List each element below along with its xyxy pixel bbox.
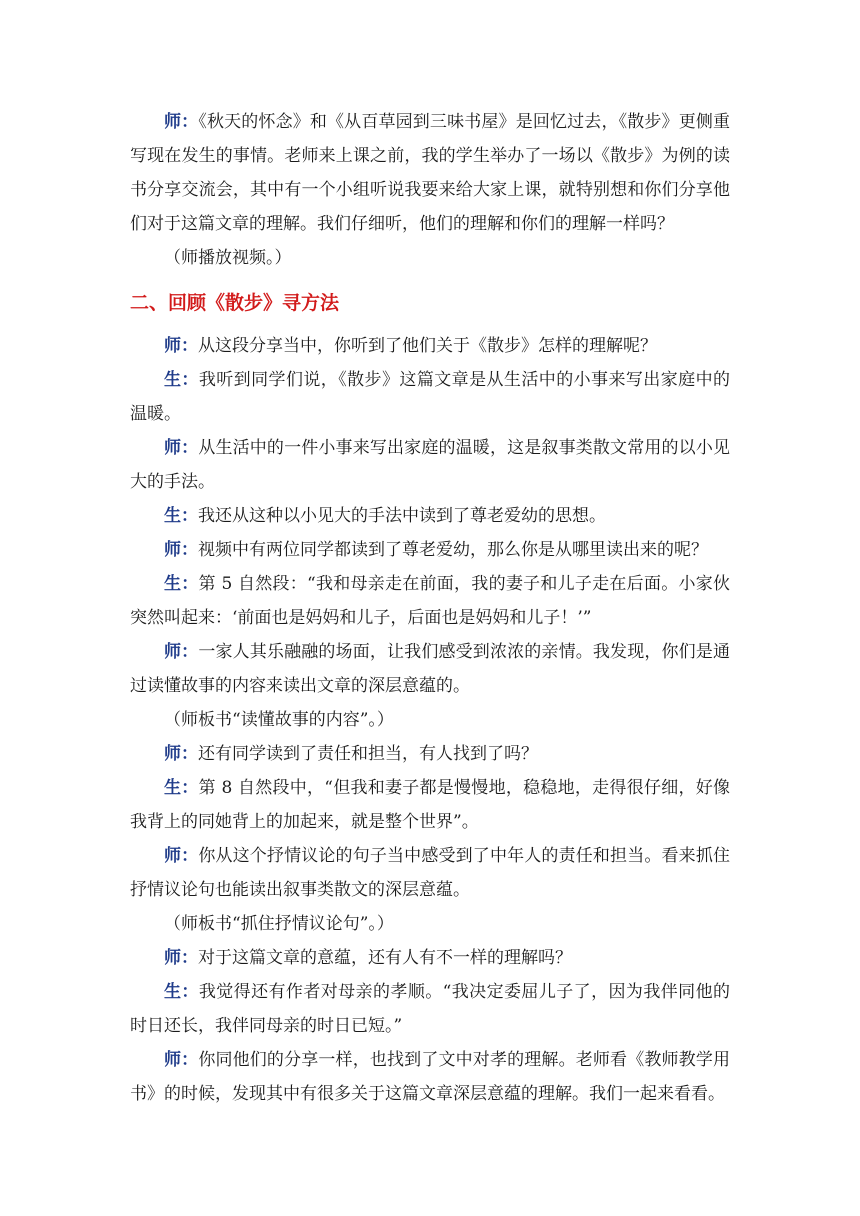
stage-direction: （师板书“读懂故事的内容”。） [164, 710, 394, 730]
teacher-line [130, 329, 730, 363]
dialogue-text: 还有同学读到了责任和担当，有人找到了吗？ [198, 744, 538, 764]
student-label: 生： [164, 370, 199, 390]
teacher-line [130, 737, 730, 771]
teacher-label: 师： [164, 744, 198, 764]
teacher-label: 师： [164, 336, 198, 356]
student-label: 生： [164, 982, 199, 1002]
dialogue-text: 我还从这种以小见大的手法中读到了尊老爱幼的思想。 [198, 506, 606, 526]
dialogue-text: 你同他们的分享一样，也找到了文中对孝的理解。老师看《教师教学用书》的时候，发现其中有很多关于这篇文章深层意蕴的理解。我们一起来看看。 [130, 1050, 730, 1104]
student-line [130, 567, 730, 635]
stage-direction: （师板书“抓住抒情议论句”。） [164, 914, 394, 934]
teacher-label: 师： [164, 112, 199, 132]
student-line [130, 363, 730, 431]
section-heading: 二、回顾《散步》寻方法 [130, 292, 340, 314]
teacher-line [130, 533, 730, 567]
teacher-label: 师： [164, 642, 199, 662]
student-line [130, 975, 730, 1043]
teacher-line [130, 431, 730, 499]
student-label: 生： [164, 506, 198, 526]
dialogue-text: 我觉得还有作者对母亲的孝顺。“我决定委屈儿子了，因为我伴同他的时日还长，我伴同母亲的时日已短。” [130, 982, 730, 1036]
dialogue-text: 你从这个抒情议论的句子当中感受到了中年人的责任和担当。看来抓住抒情议论句也能读出叙事类散文的深层意蕴。 [130, 846, 730, 900]
teacher-line [130, 635, 730, 703]
teacher-line [130, 105, 730, 241]
teacher-line [130, 941, 730, 975]
teacher-line [130, 839, 730, 907]
dialogue-text: 第 5 自然段：“我和母亲走在前面，我的妻子和儿子走在后面。小家伙突然叫起来：‘前面也是妈妈和儿子，后面也是妈妈和儿子！’” [130, 574, 730, 628]
teacher-label: 师： [164, 540, 198, 560]
stage-direction: （师播放视频。） [164, 248, 292, 268]
teacher-label: 师： [164, 1050, 199, 1070]
dialogue-text: 从生活中的一件小事来写出家庭的温暖，这是叙事类散文常用的以小见大的手法。 [130, 438, 730, 492]
dialogue-text: 一家人其乐融融的场面，让我们感受到浓浓的亲情。我发现，你们是通过读懂故事的内容来读出文章的深层意蕴的。 [130, 642, 730, 696]
student-label: 生： [164, 778, 199, 798]
lesson-transcript [130, 105, 730, 1111]
teacher-label: 师： [164, 438, 199, 458]
teacher-label: 师： [164, 948, 198, 968]
dialogue-text: 对于这篇文章的意蕴，还有人有不一样的理解吗？ [198, 948, 572, 968]
dialogue-text: 视频中有两位同学都读到了尊老爱幼，那么你是从哪里读出来的呢？ [198, 540, 708, 560]
student-line [130, 499, 730, 533]
dialogue-text: 从这段分享当中，你听到了他们关于《散步》怎样的理解呢？ [198, 336, 657, 356]
teacher-line [130, 1043, 730, 1111]
student-label: 生： [164, 574, 199, 594]
dialogue-text: 我听到同学们说，《散步》这篇文章是从生活中的小事来写出家庭中的温暖。 [130, 370, 730, 424]
dialogue-text: 第 8 自然段中，“但我和妻子都是慢慢地，稳稳地，走得很仔细，好像我背上的同她背上的加起来，就是整个世界”。 [130, 778, 730, 832]
dialogue-text: 《秋天的怀念》和《从百草园到三味书屋》是回忆过去，《散步》更侧重写现在发生的事情。老师来上课之前，我的学生举办了一场以《散步》为例的读书分享交流会，其中有一个小组听说我要来给大家上课，就特别想和你们分享他们对于这篇文章的理解。我们仔细听，他们的理解和你们的理解一样吗？ [130, 112, 731, 234]
student-line [130, 771, 730, 839]
teacher-label: 师： [164, 846, 199, 866]
